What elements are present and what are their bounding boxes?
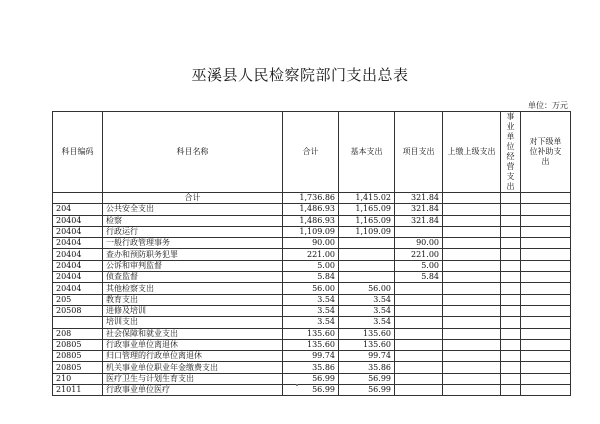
table-row	[53, 294, 571, 305]
row-name-cell: 其他检察支出	[103, 283, 283, 294]
row-upper-cell	[443, 294, 501, 305]
row-business-cell	[501, 272, 521, 283]
row-subsidy-cell	[521, 215, 571, 226]
row-business-cell	[501, 226, 521, 237]
row-name-cell: 检察	[103, 215, 283, 226]
row-business-cell	[501, 339, 521, 350]
row-upper-cell	[443, 193, 501, 204]
row-basic-cell	[339, 272, 395, 283]
row-code-cell: 20404	[53, 260, 103, 271]
row-project-cell	[395, 362, 443, 373]
row-code-cell: 205	[53, 294, 103, 305]
header-subsidy-text: 对下级单位补助支出	[529, 137, 562, 166]
table-row	[53, 283, 571, 294]
row-basic-cell: 3.54	[339, 294, 395, 305]
row-business-cell	[501, 238, 521, 249]
header-project: 项目支出	[395, 112, 443, 193]
row-basic-cell: 1,165.09	[339, 204, 395, 215]
row-subsidy-cell	[521, 373, 571, 384]
row-upper-cell	[443, 328, 501, 339]
row-name-cell: 查办和预防职务犯罪	[103, 249, 283, 260]
row-total-cell: 1,109.09	[283, 226, 339, 237]
row-basic-cell	[339, 260, 395, 271]
row-name-cell: 机关事业单位职业年金缴费支出	[103, 362, 283, 373]
row-project-cell	[395, 226, 443, 237]
table-header-row	[53, 112, 571, 193]
row-basic-cell: 1,415.02	[339, 193, 395, 204]
row-basic-cell: 3.54	[339, 305, 395, 316]
row-business-cell	[501, 351, 521, 362]
header-name: 科目名称	[103, 112, 283, 193]
header-upper: 上缴上级支出	[443, 112, 501, 193]
table-row	[53, 215, 571, 226]
row-project-cell	[395, 317, 443, 328]
row-total-cell: 5.84	[283, 272, 339, 283]
row-basic-cell: 1,165.09	[339, 215, 395, 226]
row-total-cell: 135.60	[283, 339, 339, 350]
table-row	[53, 272, 571, 283]
row-code-cell: 20404	[53, 215, 103, 226]
row-code-cell: 21011	[53, 385, 103, 396]
row-code-cell: 210	[53, 373, 103, 384]
header-subsidy	[521, 112, 571, 193]
row-project-cell: 90.00	[395, 238, 443, 249]
row-total-cell: 90.00	[283, 238, 339, 249]
row-basic-cell: 35.86	[339, 362, 395, 373]
row-upper-cell	[443, 238, 501, 249]
row-subsidy-cell	[521, 317, 571, 328]
row-basic-cell: 56.00	[339, 283, 395, 294]
row-code-cell: 204	[53, 204, 103, 215]
row-project-cell	[395, 373, 443, 384]
table-row	[53, 362, 571, 373]
row-subsidy-cell	[521, 351, 571, 362]
row-subsidy-cell	[521, 328, 571, 339]
row-business-cell	[501, 305, 521, 316]
table-row	[53, 249, 571, 260]
row-basic-cell: 56.99	[339, 385, 395, 396]
table-row	[53, 339, 571, 350]
row-project-cell	[395, 339, 443, 350]
row-code-cell: 20805	[53, 362, 103, 373]
row-upper-cell	[443, 226, 501, 237]
row-name-cell: 行政事业单位医疗	[103, 385, 283, 396]
table-row	[53, 328, 571, 339]
row-project-cell	[395, 305, 443, 316]
row-business-cell	[501, 294, 521, 305]
row-business-cell	[501, 328, 521, 339]
row-project-cell: 221.00	[395, 249, 443, 260]
table-row	[53, 260, 571, 271]
row-upper-cell	[443, 373, 501, 384]
row-basic-cell: 135.60	[339, 328, 395, 339]
row-code-cell: 20404	[53, 283, 103, 294]
row-total-cell: 3.54	[283, 305, 339, 316]
row-name-cell: 公共安全支出	[103, 204, 283, 215]
row-business-cell	[501, 204, 521, 215]
row-subsidy-cell	[521, 238, 571, 249]
row-total-cell: 1,486.93	[283, 215, 339, 226]
row-basic-cell: 56.99	[339, 373, 395, 384]
unit-label: 单位：万元	[528, 101, 568, 110]
row-code-cell: 20805	[53, 351, 103, 362]
row-subsidy-cell	[521, 362, 571, 373]
row-basic-cell	[339, 249, 395, 260]
row-business-cell	[501, 249, 521, 260]
page-title: 巫溪县人民检察院部门支出总表	[191, 66, 409, 84]
table-row	[53, 305, 571, 316]
row-subsidy-cell	[521, 249, 571, 260]
row-total-cell: 5.00	[283, 260, 339, 271]
row-subsidy-cell	[521, 260, 571, 271]
header-code: 科目编码	[53, 112, 103, 193]
row-code-cell: 20404	[53, 272, 103, 283]
row-total-cell: 135.60	[283, 328, 339, 339]
row-code-cell	[53, 317, 103, 328]
row-total-cell: 56.99	[283, 385, 339, 396]
header-business	[501, 112, 521, 193]
row-upper-cell	[443, 385, 501, 396]
row-upper-cell	[443, 339, 501, 350]
row-basic-cell: 3.54	[339, 317, 395, 328]
row-project-cell	[395, 351, 443, 362]
row-total-cell: 56.00	[283, 283, 339, 294]
table-row	[53, 193, 571, 204]
row-name-cell: 合计	[103, 193, 283, 204]
row-code-cell: 20404	[53, 249, 103, 260]
row-business-cell	[501, 283, 521, 294]
row-project-cell: 321.84	[395, 204, 443, 215]
row-upper-cell	[443, 249, 501, 260]
row-code-cell	[53, 193, 103, 204]
row-upper-cell	[443, 204, 501, 215]
row-business-cell	[501, 373, 521, 384]
row-total-cell: 1,486.93	[283, 204, 339, 215]
header-business-text: 事业单位经营支出	[506, 112, 515, 191]
row-code-cell: 208	[53, 328, 103, 339]
row-name-cell: 医疗卫生与计划生育支出	[103, 373, 283, 384]
row-name-cell: 教育支出	[103, 294, 283, 305]
row-name-cell: 一般行政管理事务	[103, 238, 283, 249]
row-basic-cell: 1,109.09	[339, 226, 395, 237]
row-project-cell	[395, 328, 443, 339]
row-subsidy-cell	[521, 283, 571, 294]
row-name-cell: 行政事业单位离退休	[103, 339, 283, 350]
row-subsidy-cell	[521, 193, 571, 204]
row-total-cell: 99.74	[283, 351, 339, 362]
row-subsidy-cell	[521, 272, 571, 283]
row-basic-cell: 99.74	[339, 351, 395, 362]
row-subsidy-cell	[521, 204, 571, 215]
row-name-cell: 侦查监督	[103, 272, 283, 283]
row-basic-cell	[339, 238, 395, 249]
page-dot	[296, 384, 298, 386]
row-upper-cell	[443, 362, 501, 373]
row-upper-cell	[443, 260, 501, 271]
row-business-cell	[501, 215, 521, 226]
row-upper-cell	[443, 351, 501, 362]
row-name-cell: 归口管理的行政单位离退休	[103, 351, 283, 362]
row-business-cell	[501, 260, 521, 271]
table-row	[53, 385, 571, 396]
row-total-cell: 56.99	[283, 373, 339, 384]
row-name-cell: 进修及培训	[103, 305, 283, 316]
row-business-cell	[501, 317, 521, 328]
row-subsidy-cell	[521, 385, 571, 396]
row-project-cell: 321.84	[395, 215, 443, 226]
row-total-cell: 1,736.86	[283, 193, 339, 204]
row-code-cell: 20404	[53, 226, 103, 237]
row-basic-cell: 135.60	[339, 339, 395, 350]
row-project-cell: 321.84	[395, 193, 443, 204]
row-code-cell: 20805	[53, 339, 103, 350]
table-row	[53, 351, 571, 362]
header-basic: 基本支出	[339, 112, 395, 193]
row-total-cell: 3.54	[283, 317, 339, 328]
row-total-cell: 221.00	[283, 249, 339, 260]
table-row	[53, 373, 571, 384]
row-name-cell: 培训支出	[103, 317, 283, 328]
row-project-cell	[395, 283, 443, 294]
row-total-cell: 35.86	[283, 362, 339, 373]
row-subsidy-cell	[521, 339, 571, 350]
table-row	[53, 226, 571, 237]
table-row	[53, 204, 571, 215]
row-business-cell	[501, 362, 521, 373]
row-project-cell: 5.84	[395, 272, 443, 283]
row-upper-cell	[443, 272, 501, 283]
expenditure-table	[52, 111, 571, 396]
table-row	[53, 317, 571, 328]
row-project-cell	[395, 385, 443, 396]
row-total-cell: 3.54	[283, 294, 339, 305]
row-upper-cell	[443, 317, 501, 328]
row-business-cell	[501, 385, 521, 396]
row-project-cell: 5.00	[395, 260, 443, 271]
row-upper-cell	[443, 283, 501, 294]
row-subsidy-cell	[521, 305, 571, 316]
row-business-cell	[501, 193, 521, 204]
header-total: 合计	[283, 112, 339, 193]
row-project-cell	[395, 294, 443, 305]
row-name-cell: 行政运行	[103, 226, 283, 237]
row-code-cell: 20508	[53, 305, 103, 316]
row-name-cell: 社会保障和就业支出	[103, 328, 283, 339]
row-name-cell: 公诉和审判监督	[103, 260, 283, 271]
row-subsidy-cell	[521, 226, 571, 237]
table-row	[53, 238, 571, 249]
row-upper-cell	[443, 305, 501, 316]
row-subsidy-cell	[521, 294, 571, 305]
row-upper-cell	[443, 215, 501, 226]
row-code-cell: 20404	[53, 238, 103, 249]
